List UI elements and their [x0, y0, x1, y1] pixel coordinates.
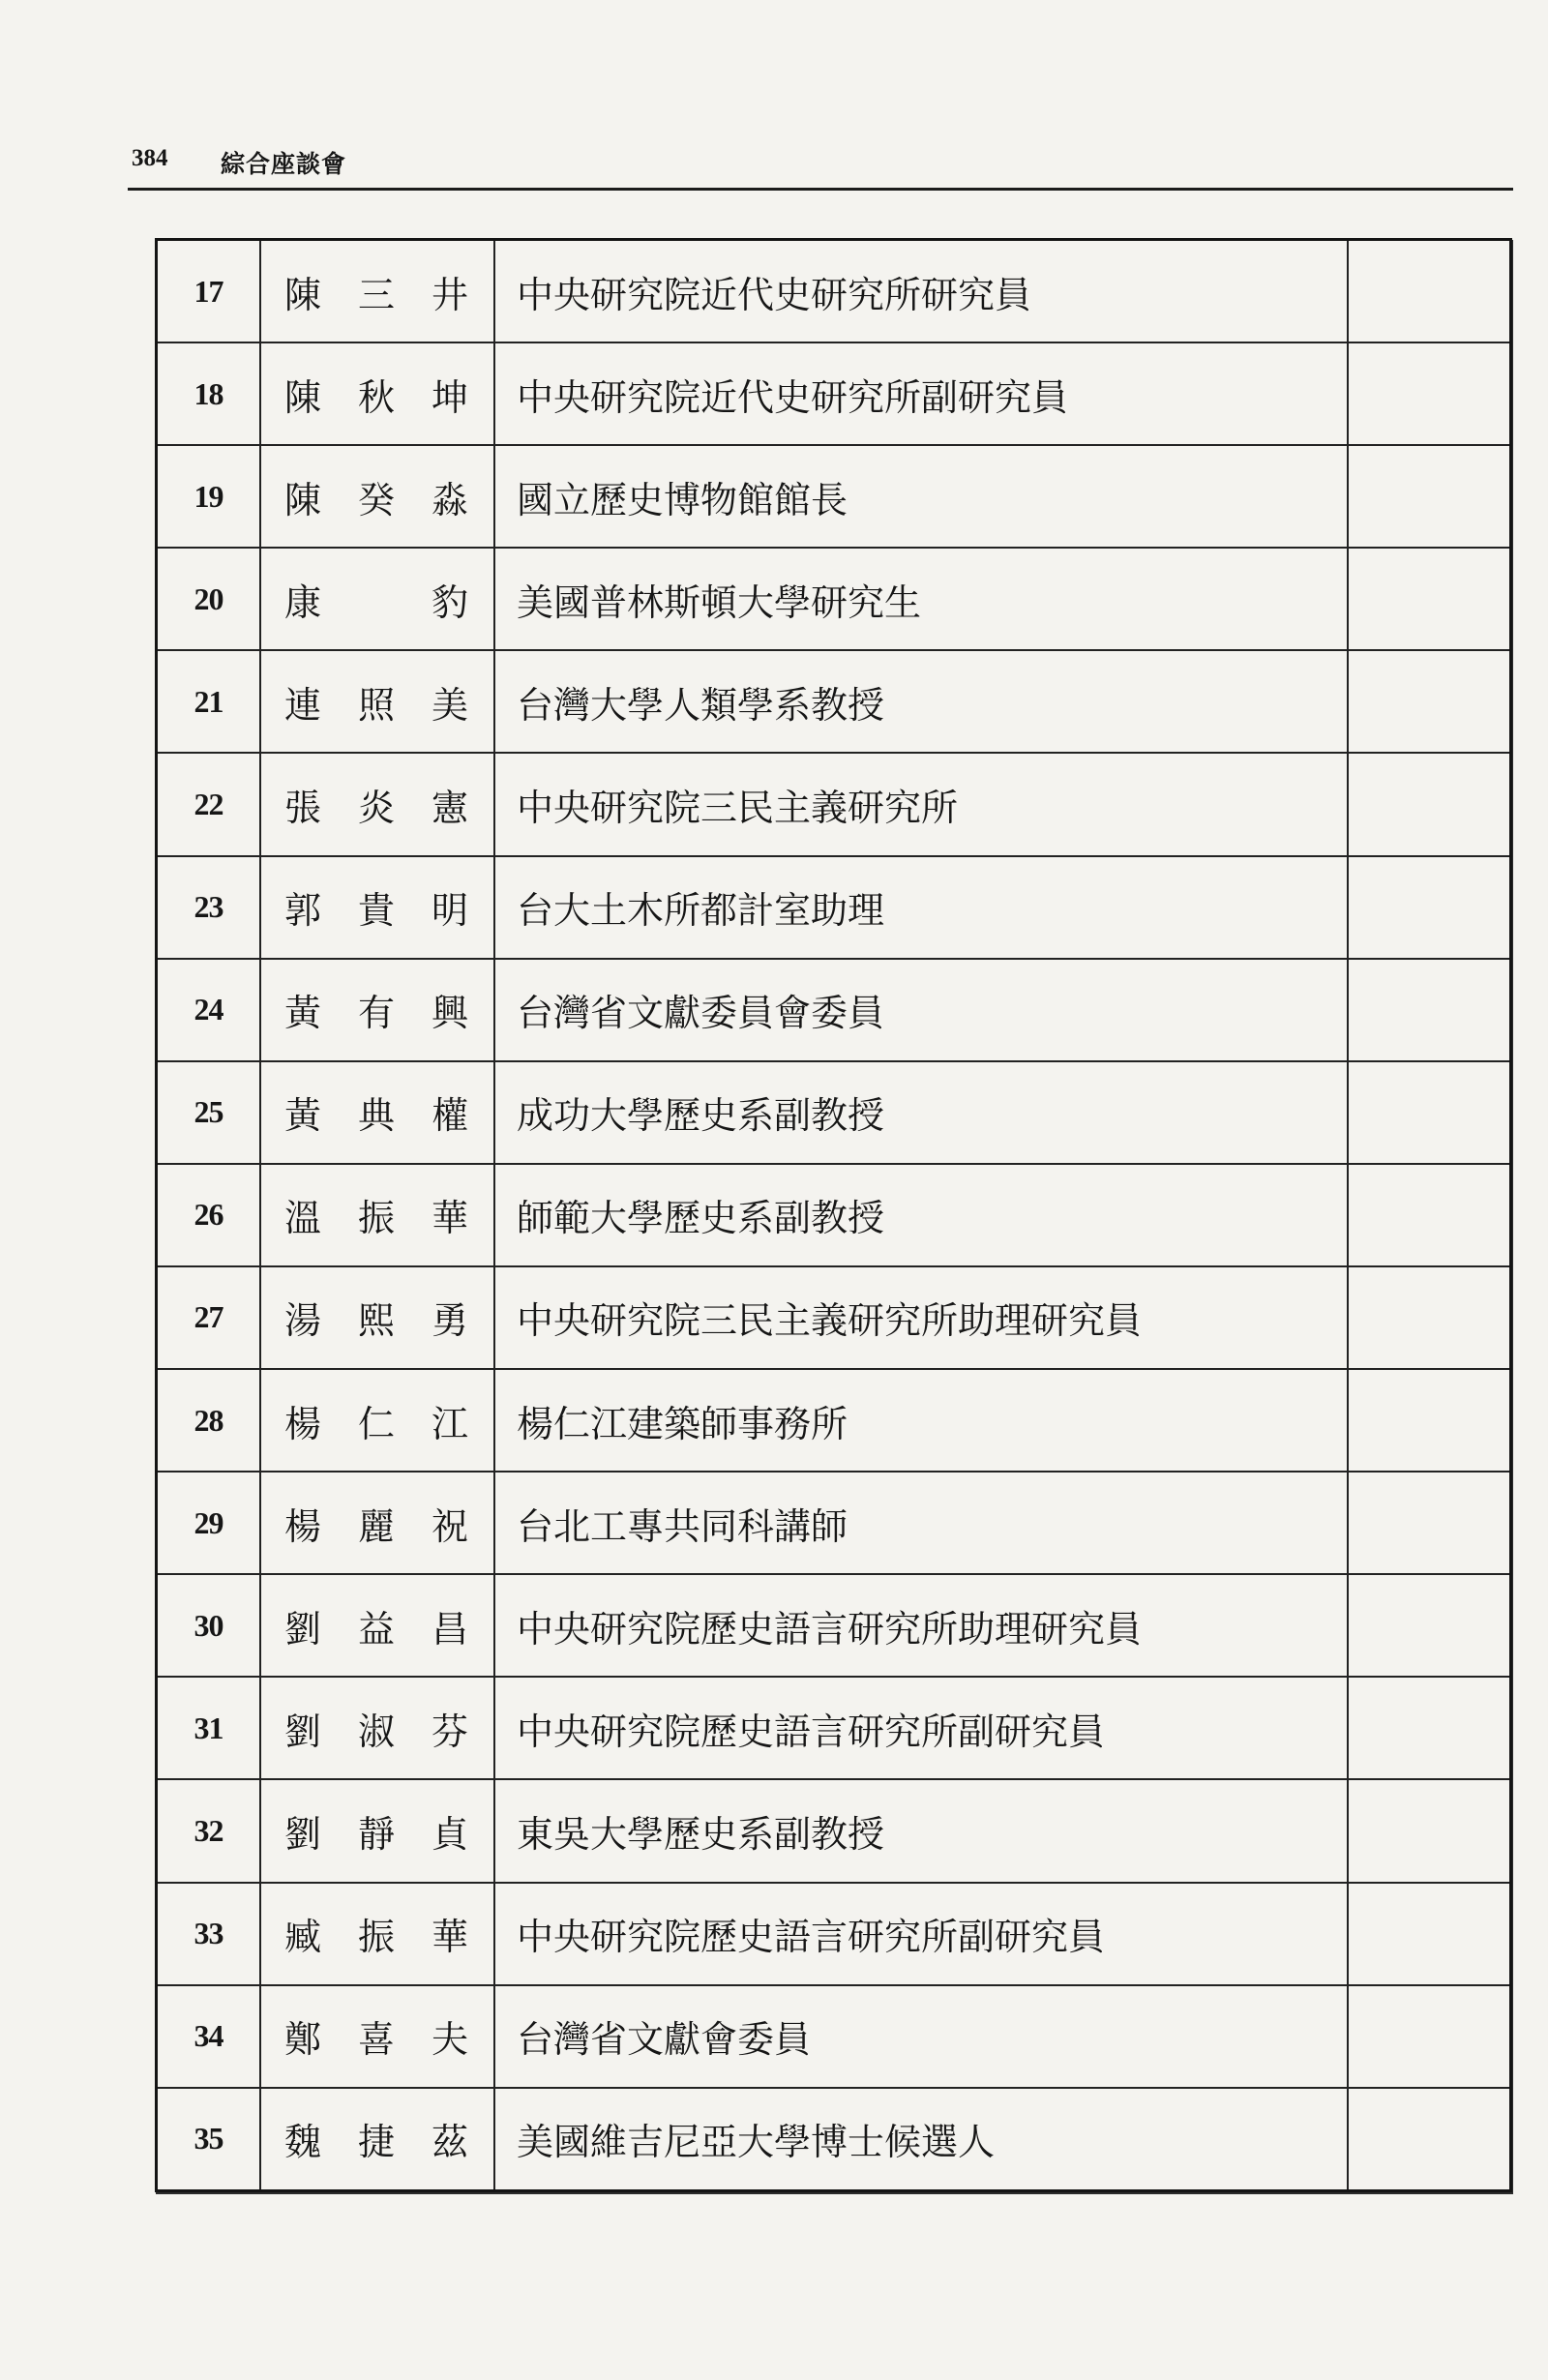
table-row — [158, 1779, 1509, 1882]
table-row — [158, 1985, 1509, 2088]
name-character: 憲 — [431, 787, 468, 830]
participant-name — [260, 548, 494, 650]
table-row — [158, 548, 1509, 650]
name-character: 鄭 — [284, 2018, 322, 2062]
name-character: 明 — [431, 889, 468, 933]
name-character: 魏 — [284, 2121, 322, 2164]
remarks-cell — [1348, 1164, 1509, 1266]
participant-name — [260, 1574, 494, 1677]
page-header — [128, 143, 1513, 191]
remarks-cell — [1348, 1574, 1509, 1677]
participant-affiliation: 楊仁江建築師事務所 — [494, 1369, 1348, 1472]
name-character: 張 — [284, 787, 322, 830]
participant-affiliation: 美國維吉尼亞大學博士候選人 — [494, 2088, 1348, 2189]
participant-name — [260, 2088, 494, 2189]
name-character: 貞 — [431, 1812, 468, 1856]
remarks-cell — [1348, 1985, 1509, 2088]
row-number: 18 — [158, 342, 260, 445]
name-character: 仁 — [357, 1402, 395, 1445]
name-character: 權 — [431, 1094, 468, 1138]
name-character: 楊 — [284, 1504, 322, 1548]
participant-affiliation: 成功大學歷史系副教授 — [494, 1061, 1348, 1164]
participant-affiliation: 師範大學歷史系副教授 — [494, 1164, 1348, 1266]
participant-name — [260, 445, 494, 548]
remarks-cell — [1348, 1266, 1509, 1369]
participant-name — [260, 856, 494, 959]
name-character: 芬 — [431, 1710, 468, 1753]
name-character: 癸 — [357, 478, 395, 521]
name-character: 陳 — [284, 375, 322, 419]
participant-table-body — [158, 241, 1509, 2189]
name-character: 臧 — [284, 1916, 322, 1959]
table-row — [158, 650, 1509, 753]
remarks-cell — [1348, 342, 1509, 445]
name-character: 江 — [431, 1402, 468, 1445]
row-number: 26 — [158, 1164, 260, 1266]
participant-affiliation: 台灣省文獻委員會委員 — [494, 959, 1348, 1061]
remarks-cell — [1348, 1369, 1509, 1472]
table-row — [158, 1061, 1509, 1164]
name-character: 連 — [284, 683, 322, 727]
table-row — [158, 959, 1509, 1061]
participant-affiliation: 中央研究院近代史研究所研究員 — [494, 241, 1348, 342]
participant-table — [155, 238, 1512, 2192]
participant-name — [260, 1369, 494, 1472]
name-character: 陳 — [284, 478, 322, 521]
participant-name — [260, 753, 494, 855]
name-character: 黃 — [284, 992, 322, 1035]
name-character: 麗 — [357, 1504, 395, 1548]
remarks-cell — [1348, 1883, 1509, 1985]
name-character: 祝 — [431, 1504, 468, 1548]
remarks-cell — [1348, 753, 1509, 855]
row-number: 31 — [158, 1677, 260, 1779]
name-character: 三 — [357, 273, 395, 316]
name-character: 楊 — [284, 1402, 322, 1445]
name-character: 郭 — [284, 889, 322, 933]
name-character: 捷 — [357, 2121, 395, 2164]
row-number: 27 — [158, 1266, 260, 1369]
table-row — [158, 1266, 1509, 1369]
page-number: 384 — [132, 145, 168, 171]
row-number: 28 — [158, 1369, 260, 1472]
name-character: 典 — [357, 1094, 395, 1138]
participant-affiliation: 台灣大學人類學系教授 — [494, 650, 1348, 753]
participant-affiliation: 國立歷史博物館館長 — [494, 445, 1348, 548]
participant-affiliation: 中央研究院三民主義研究所助理研究員 — [494, 1266, 1348, 1369]
participant-affiliation: 中央研究院歷史語言研究所副研究員 — [494, 1677, 1348, 1779]
row-number: 21 — [158, 650, 260, 753]
participant-name — [260, 1985, 494, 2088]
name-character: 喜 — [357, 2018, 395, 2062]
name-character: 美 — [431, 683, 468, 727]
participant-affiliation: 台大土木所都計室助理 — [494, 856, 1348, 959]
name-character: 振 — [357, 1197, 395, 1240]
participant-name — [260, 1266, 494, 1369]
row-number: 23 — [158, 856, 260, 959]
name-character: 淑 — [357, 1710, 395, 1753]
name-character: 昌 — [431, 1607, 468, 1651]
name-character: 康 — [284, 580, 322, 624]
row-number: 20 — [158, 548, 260, 650]
name-character: 炎 — [357, 787, 395, 830]
name-character: 華 — [431, 1197, 468, 1240]
remarks-cell — [1348, 241, 1509, 342]
running-title: 綜合座談會 — [221, 150, 347, 178]
name-character: 熙 — [357, 1299, 395, 1343]
participant-name — [260, 1677, 494, 1779]
participant-name — [260, 342, 494, 445]
row-number: 34 — [158, 1985, 260, 2088]
table-row — [158, 1472, 1509, 1574]
name-character: 劉 — [284, 1607, 322, 1651]
table-row — [158, 2088, 1509, 2189]
table-row — [158, 1369, 1509, 1472]
participant-name — [260, 241, 494, 342]
name-character: 溫 — [284, 1197, 322, 1240]
row-number: 17 — [158, 241, 260, 342]
table-row — [158, 856, 1509, 959]
row-number: 25 — [158, 1061, 260, 1164]
participant-affiliation: 美國普林斯頓大學研究生 — [494, 548, 1348, 650]
table-row — [158, 445, 1509, 548]
name-character: 黃 — [284, 1094, 322, 1138]
participant-name — [260, 650, 494, 753]
name-character: 淼 — [431, 478, 468, 521]
row-number: 19 — [158, 445, 260, 548]
row-number: 33 — [158, 1883, 260, 1985]
participant-affiliation: 台灣省文獻會委員 — [494, 1985, 1348, 2088]
table-row — [158, 1883, 1509, 1985]
participant-name — [260, 1061, 494, 1164]
row-number: 24 — [158, 959, 260, 1061]
name-character: 劉 — [284, 1812, 322, 1856]
name-character: 有 — [357, 992, 395, 1035]
name-character: 振 — [357, 1916, 395, 1959]
remarks-cell — [1348, 445, 1509, 548]
participant-affiliation: 台北工專共同科講師 — [494, 1472, 1348, 1574]
table-row — [158, 753, 1509, 855]
name-character: 茲 — [431, 2121, 468, 2164]
name-character: 靜 — [357, 1812, 395, 1856]
participant-name — [260, 1164, 494, 1266]
participant-affiliation: 中央研究院歷史語言研究所副研究員 — [494, 1883, 1348, 1985]
remarks-cell — [1348, 1472, 1509, 1574]
remarks-cell — [1348, 650, 1509, 753]
name-character: 興 — [431, 992, 468, 1035]
name-character: 秋 — [357, 375, 395, 419]
name-character: 坤 — [431, 375, 468, 419]
name-character: 華 — [431, 1916, 468, 1959]
participant-name — [260, 1779, 494, 1882]
name-character: 勇 — [431, 1299, 468, 1343]
row-number: 35 — [158, 2088, 260, 2189]
name-character: 湯 — [284, 1299, 322, 1343]
name-character: 豹 — [431, 580, 468, 624]
remarks-cell — [1348, 2088, 1509, 2189]
remarks-cell — [1348, 856, 1509, 959]
name-character: 照 — [357, 683, 395, 727]
name-character: 陳 — [284, 273, 322, 316]
remarks-cell — [1348, 548, 1509, 650]
participant-name — [260, 1472, 494, 1574]
table-row — [158, 1574, 1509, 1677]
remarks-cell — [1348, 1677, 1509, 1779]
row-number: 32 — [158, 1779, 260, 1882]
remarks-cell — [1348, 1779, 1509, 1882]
participant-affiliation: 東吳大學歷史系副教授 — [494, 1779, 1348, 1882]
remarks-cell — [1348, 1061, 1509, 1164]
table-row — [158, 342, 1509, 445]
name-character: 益 — [357, 1607, 395, 1651]
name-character: 貴 — [357, 889, 395, 933]
remarks-cell — [1348, 959, 1509, 1061]
row-number: 30 — [158, 1574, 260, 1677]
participant-name — [260, 959, 494, 1061]
participant-affiliation: 中央研究院三民主義研究所 — [494, 753, 1348, 855]
table-row — [158, 241, 1509, 342]
name-character: 井 — [431, 273, 468, 316]
name-character: 劉 — [284, 1710, 322, 1753]
table-row — [158, 1677, 1509, 1779]
participant-affiliation: 中央研究院歷史語言研究所助理研究員 — [494, 1574, 1348, 1677]
participant-name — [260, 1883, 494, 1985]
table-row — [158, 1164, 1509, 1266]
row-number: 22 — [158, 753, 260, 855]
row-number: 29 — [158, 1472, 260, 1574]
name-character: 夫 — [431, 2018, 468, 2062]
participant-affiliation: 中央研究院近代史研究所副研究員 — [494, 342, 1348, 445]
